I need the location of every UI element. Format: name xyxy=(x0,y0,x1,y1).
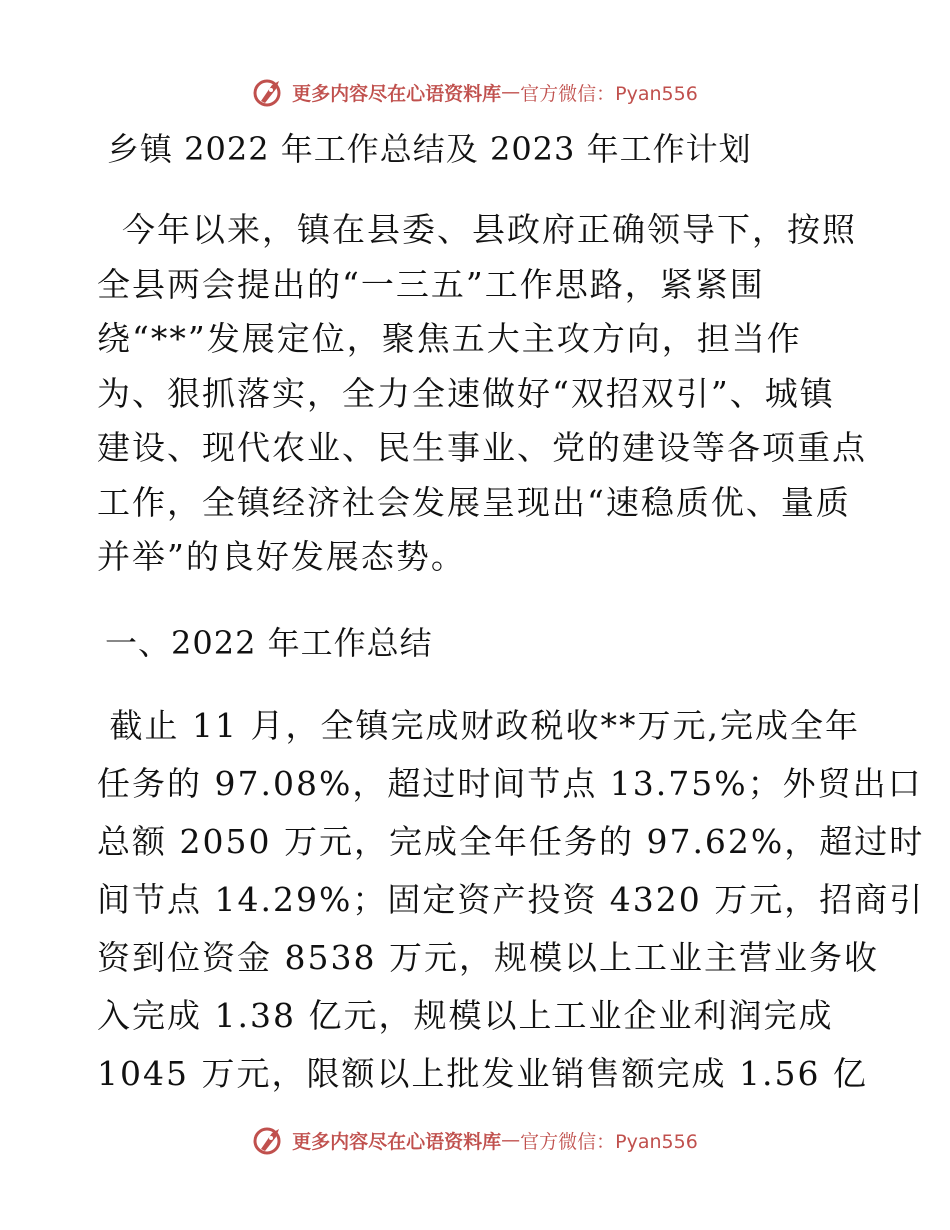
summary-paragraph xyxy=(97,697,925,1103)
intro-line: 为、狠抓落实，全力全速做好“双招双引”、城镇 xyxy=(97,373,835,413)
summary-line: 总额 2050 万元，完成全年任务的 97.62%，超过时 xyxy=(97,821,925,861)
intro-paragraph xyxy=(97,203,867,585)
watermark-text: 更多内容尽在心语资料库 xyxy=(292,1130,502,1153)
summary-line: 间节点 14.29%；固定资产投资 4320 万元，招商引 xyxy=(97,879,925,919)
document-title: 乡镇 2022 年工作总结及 2023 年工作计划 xyxy=(107,130,752,168)
intro-line: 并举”的良好发展态势。 xyxy=(97,537,466,576)
intro-line: 建设、现代农业、民生事业、党的建设等各项重点 xyxy=(97,428,867,467)
summary-line: 截止 11 月，全镇完成财政税收**万元,完成全年 xyxy=(97,705,860,745)
summary-line: 1045 万元，限额以上批发业销售额完成 1.56 亿 xyxy=(97,1053,868,1093)
watermark-separator: — xyxy=(501,1129,521,1151)
intro-line: 工作，全镇经济社会发展呈现出“速稳质优、量质 xyxy=(97,482,851,522)
document-body xyxy=(97,125,925,1103)
watermark-text: 更多内容尽在心语资料库 xyxy=(292,82,502,105)
pen-nib-seal-icon xyxy=(252,1123,286,1157)
watermark-banner-top xyxy=(0,72,950,112)
watermark-banner-bottom xyxy=(0,1120,950,1160)
summary-line: 资到位资金 8538 万元，规模以上工业主营业务收 xyxy=(97,937,879,977)
pen-nib-seal-icon xyxy=(252,75,286,109)
intro-line: 全县两会提出的“一三五”工作思路，紧紧围 xyxy=(97,264,765,304)
summary-line: 任务的 97.08%，超过时间节点 13.75%；外贸出口 xyxy=(97,763,923,803)
watermark-contact: 官方微信：Pyan556 xyxy=(520,82,698,105)
watermark-separator: — xyxy=(501,81,521,103)
watermark-contact: 官方微信：Pyan556 xyxy=(520,1130,698,1153)
section-heading: 一、2022 年工作总结 xyxy=(105,623,433,662)
intro-line: 绕“**”发展定位，聚焦五大主攻方向，担当作 xyxy=(97,319,802,358)
intro-line: 今年以来，镇在县委、县政府正确领导下，按照 xyxy=(97,210,857,249)
summary-line: 入完成 1.38 亿元，规模以上工业企业利润完成 xyxy=(97,995,834,1035)
